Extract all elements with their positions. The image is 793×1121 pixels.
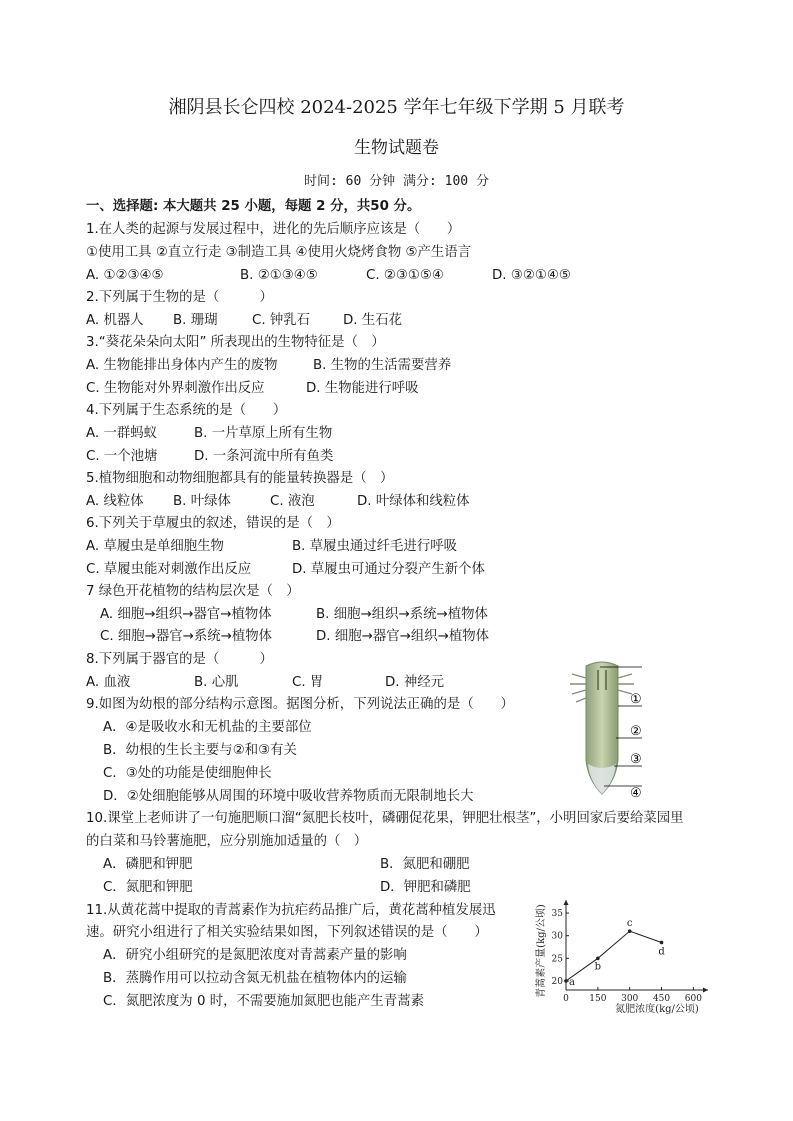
chart-data-point	[564, 979, 568, 983]
q9-option-c[interactable]: C．③处的功能是使细胞伸长	[103, 766, 272, 781]
chart-point-label: d	[658, 946, 665, 958]
question-3-stem: 3.“葵花朵朵向太阳” 所表现出的生物特征是（ ）	[86, 335, 385, 350]
question-6-stem: 6.下列关于草履虫的叙述，错误的是（ ）	[86, 516, 340, 531]
root-label-4: ④	[630, 786, 642, 800]
q9-option-a[interactable]: A．④是吸收水和无机盐的主要部位	[103, 720, 312, 735]
q5-option-d[interactable]: D. 叶绿体和线粒体	[357, 494, 470, 509]
question-9-stem: 9.如图为幼根的部分结构示意图。据图分析，下列说法正确的是（ ）	[86, 697, 514, 712]
q8-option-c[interactable]: C. 胃	[292, 675, 324, 690]
root-cap	[588, 764, 616, 794]
q4-option-b[interactable]: B. 一片草原上所有生物	[194, 426, 333, 441]
q5-option-b[interactable]: B. 叶绿体	[173, 494, 231, 509]
q8-option-a[interactable]: A. 血液	[86, 675, 131, 690]
q2-option-a[interactable]: A. 机器人	[86, 313, 144, 328]
question-11-stem: 11.从黄花蒿中提取的青蒿素作为抗疟药品推广后，黄花蒿种植发展迅	[86, 903, 496, 918]
chart-x-axis-label: 氮肥浓度(kg/公顷)	[615, 1004, 699, 1014]
exam-title: 湘阴县长仑四校 2024-2025 学年七年级下学期 5 月联考	[168, 97, 625, 118]
chart-x-tick-label: 0	[563, 994, 569, 1004]
question-10-extra: 的白菜和马铃薯施肥，应分别施加适量的（ ）	[86, 834, 368, 849]
question-5-stem: 5.植物细胞和动物细胞都具有的能量转换器是（ ）	[86, 471, 394, 486]
chart-points	[564, 918, 665, 988]
q5-option-a[interactable]: A. 线粒体	[86, 494, 144, 509]
q11-option-a[interactable]: A．研究小组研究的是氮肥浓度对青蒿素产量的影响	[103, 948, 407, 963]
question-4-stem: 4.下列属于生态系统的是（ ）	[86, 403, 287, 418]
q11-option-b[interactable]: B．蒸腾作用可以拉动含氮无机盐在植物体内的运输	[103, 971, 407, 986]
q6-option-c[interactable]: C. 草履虫能对刺激作出反应	[86, 562, 252, 577]
root-label-1: ①	[630, 692, 642, 707]
chart-series-line	[566, 931, 662, 981]
chart-y-tick-label: 35	[551, 909, 563, 920]
root-structure-figure	[560, 660, 655, 800]
q10-option-b[interactable]: B．氮肥和硼肥	[380, 857, 470, 872]
root-label-3: ③	[630, 752, 642, 767]
q10-option-a[interactable]: A．磷肥和钾肥	[103, 857, 193, 872]
q3-option-a[interactable]: A. 生物能排出身体内产生的废物	[86, 358, 278, 373]
q7-option-a[interactable]: A. 细胞→组织→器官→植物体	[100, 607, 272, 622]
q8-option-b[interactable]: B. 心肌	[194, 675, 239, 690]
chart-point-label: c	[626, 918, 633, 930]
section-heading: 一、选择题: 本大题共 25 小题，每题 2 分，共50 分。	[86, 199, 421, 214]
chart-x-tick-label: 600	[684, 994, 702, 1004]
q4-option-c[interactable]: C. 一个池塘	[86, 449, 158, 464]
chart-point-label: a	[569, 976, 575, 988]
chart-data-point	[660, 941, 664, 945]
exam-meta: 时间: 60 分钟 满分: 100 分	[304, 174, 489, 189]
q10-option-c[interactable]: C．氮肥和钾肥	[103, 880, 193, 895]
chart-x-tick-label: 300	[621, 994, 639, 1004]
q1-option-b[interactable]: B. ②①③④⑤	[240, 268, 318, 283]
chart-y-axis-label: 青蒿素产量(kg/公顷)	[536, 904, 547, 998]
q2-option-d[interactable]: D. 生石花	[343, 313, 402, 328]
root-label-2: ②	[630, 724, 642, 739]
q1-option-a[interactable]: A. ①②③④⑤	[86, 268, 164, 283]
chart-x-tick-label: 150	[589, 994, 607, 1004]
chart-data-point	[628, 929, 632, 933]
question-1-stem: 1.在人类的起源与发展过程中，进化的先后顺序应该是（ ）	[86, 222, 461, 237]
q7-option-c[interactable]: C. 细胞→器官→系统→植物体	[100, 629, 273, 644]
q3-option-d[interactable]: D. 生物能进行呼吸	[306, 381, 419, 396]
q4-option-a[interactable]: A. 一群蚂蚁	[86, 426, 157, 441]
q1-option-c[interactable]: C. ②③①⑤④	[366, 268, 444, 283]
chart-point-label: b	[594, 961, 602, 973]
chart-y-arrow	[564, 900, 569, 905]
q10-option-d[interactable]: D．钾肥和磷肥	[380, 880, 471, 895]
q6-option-b[interactable]: B. 草履虫通过纤毛进行呼吸	[292, 539, 457, 554]
chart-y-tick-label: 30	[551, 931, 563, 942]
question-7-stem: 7 绿色开花植物的结构层次是（ ）	[86, 584, 300, 599]
q1-option-d[interactable]: D. ③②①④⑤	[492, 268, 571, 283]
q3-option-b[interactable]: B. 生物的生活需要营养	[313, 358, 452, 373]
q4-option-d[interactable]: D. 一条河流中所有鱼类	[194, 449, 334, 464]
chart-x-arrow	[703, 988, 708, 993]
q7-option-d[interactable]: D. 细胞→器官→组织→植物体	[316, 629, 489, 644]
q8-option-d[interactable]: D. 神经元	[385, 675, 444, 690]
q2-option-c[interactable]: C. 钟乳石	[252, 313, 311, 328]
exam-subtitle: 生物试题卷	[354, 138, 439, 158]
q11-option-c[interactable]: C．氮肥浓度为 0 时，不需要施加氮肥也能产生青蒿素	[103, 994, 424, 1009]
question-2-stem: 2.下列属于生物的是（ ）	[86, 290, 273, 305]
question-8-stem: 8.下列属于器官的是（ ）	[86, 652, 273, 667]
q7-option-b[interactable]: B. 细胞→组织→系统→植物体	[316, 607, 488, 622]
q9-option-b[interactable]: B．幼根的生长主要与②和③有关	[103, 743, 297, 758]
q3-option-c[interactable]: C. 生物能对外界刺激作出反应	[86, 381, 265, 396]
question-11-extra: 速。研究小组进行了相关实验结果如图，下列叙述错误的是（ ）	[86, 925, 488, 940]
q9-option-d[interactable]: D．②处细胞能够从周围的环境中吸收营养物质而无限制地长大	[103, 789, 474, 804]
chart-data-point	[596, 957, 600, 961]
q2-option-b[interactable]: B. 珊瑚	[173, 313, 218, 328]
question-1-extra: ①使用工具 ②直立行走 ③制造工具 ④使用火烧烤食物 ⑤产生语言	[86, 245, 472, 260]
q5-option-c[interactable]: C. 液泡	[270, 494, 315, 509]
question-10-stem: 10.课堂上老师讲了一句施肥顺口溜“氮肥长枝叶，磷硼促花果，钾肥壮根茎”，小明回家后要给菜园里	[86, 811, 684, 826]
chart-y-tick-label: 25	[551, 954, 563, 965]
q6-option-d[interactable]: D. 草履虫可通过分裂产生新个体	[292, 562, 485, 577]
chart-axes	[564, 900, 709, 993]
chart-y-tick-label: 20	[551, 976, 563, 987]
chart-x-tick-label: 450	[652, 994, 671, 1004]
q6-option-a[interactable]: A. 草履虫是单细胞生物	[86, 539, 224, 554]
artemisinin-chart	[532, 896, 712, 1014]
